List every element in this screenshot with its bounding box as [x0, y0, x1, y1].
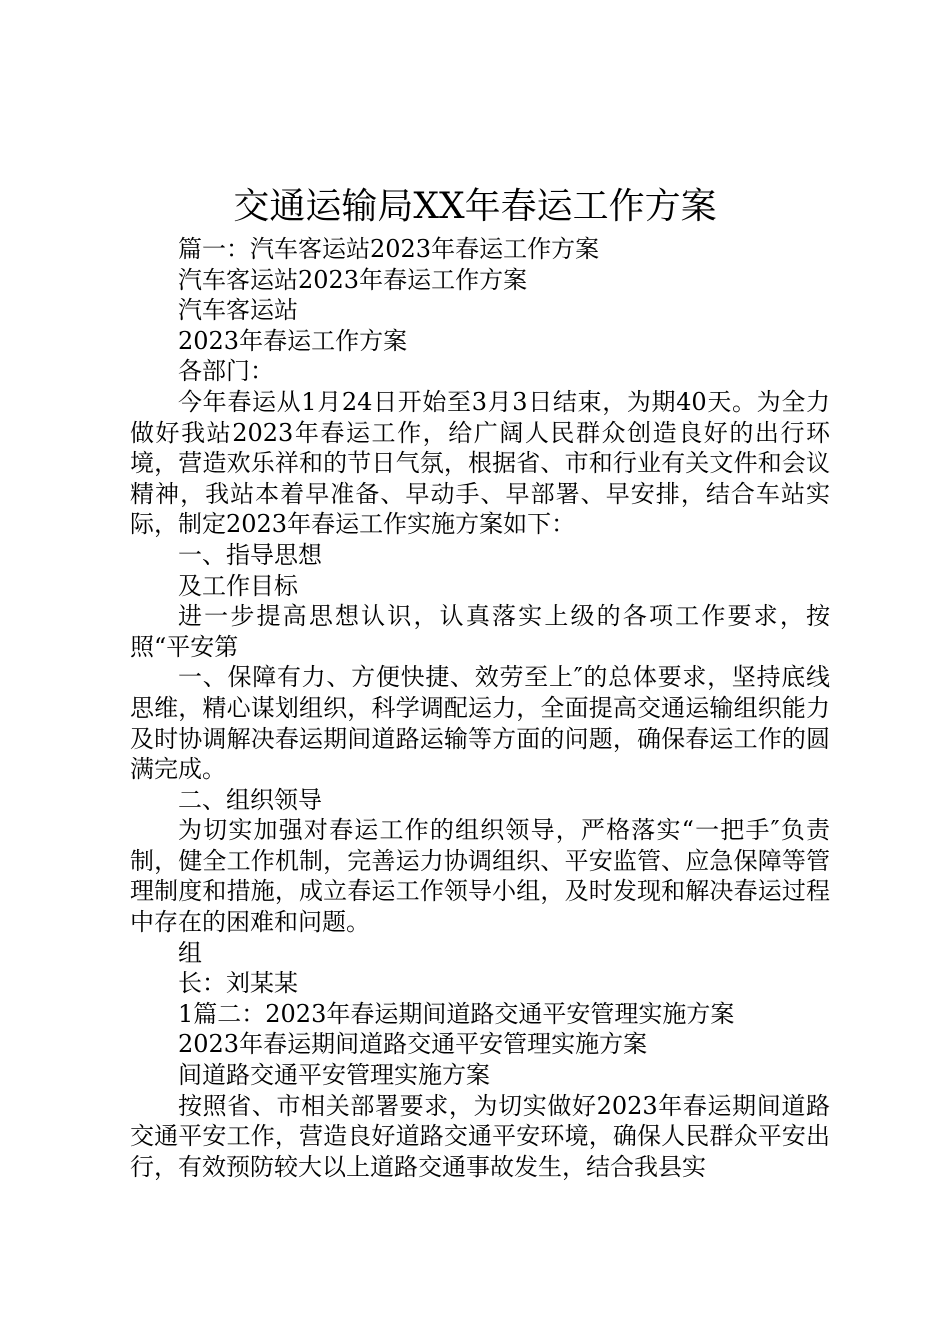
- paragraph: 一、指导思想: [178, 540, 322, 569]
- paragraph: 汽车客运站: [178, 296, 298, 325]
- document-title: 交通运输局XX年春运工作方案: [233, 186, 717, 227]
- paragraph: 二、组织领导: [178, 785, 322, 814]
- paragraph: 按照省、市相关部署要求，为切实做好2023年春运期间道路交通平安工作，营造良好道路交通平安环境，确保人民群众平安出行，有效预防较大以上道路交通事故发生，结合我县实: [130, 1091, 830, 1181]
- paragraph: 2023年春运期间道路交通平安管理实施方案: [178, 1030, 648, 1059]
- paragraph: 长：刘某某: [178, 969, 298, 998]
- paragraph: 今年春运从1月24日开始至3月3日结束，为期40天。为全力做好我站2023年春运工作，给广阔人民群众创造良好的出行环境，营造欢乐祥和的节日气氛，根据省、市和行业有关文件和会议精神，我站本着早准备、早动手、早部署、早安排，结合车站实际，制定2023年春运工作实施方案如下：: [130, 387, 830, 539]
- document-body: [130, 234, 830, 1182]
- paragraph: 一、保障有力、方便快捷、效劳至上″的总体要求，坚持底线思维，精心谋划组织，科学调配运力，全面提高交通运输组织能力及时协调解决春运期间道路运输等方面的问题，确保春运工作的圆满完成。: [130, 663, 830, 784]
- paragraph: 篇一：汽车客运站2023年春运工作方案: [178, 235, 600, 263]
- paragraph: 各部门：: [178, 357, 274, 386]
- paragraph: 进一步提高思想认识，认真落实上级的各项工作要求，按照“平安第: [130, 602, 830, 661]
- paragraph: 及工作目标: [178, 571, 298, 600]
- paragraph: 2023年春运工作方案: [178, 326, 408, 355]
- paragraph: 1篇二：2023年春运期间道路交通平安管理实施方案: [178, 999, 735, 1028]
- paragraph: 汽车客运站2023年春运工作方案: [178, 265, 528, 294]
- paragraph: 为切实加强对春运工作的组织领导，严格落实“一把手″负责制，健全工作机制，完善运力协调组织、平安监管、应急保障等管理制度和措施，成立春运工作领导小组，及时发现和解决春运过程中存在的困难和问题。: [130, 816, 830, 937]
- paragraph: 组: [178, 938, 202, 967]
- paragraph: 间道路交通平安管理实施方案: [178, 1061, 490, 1090]
